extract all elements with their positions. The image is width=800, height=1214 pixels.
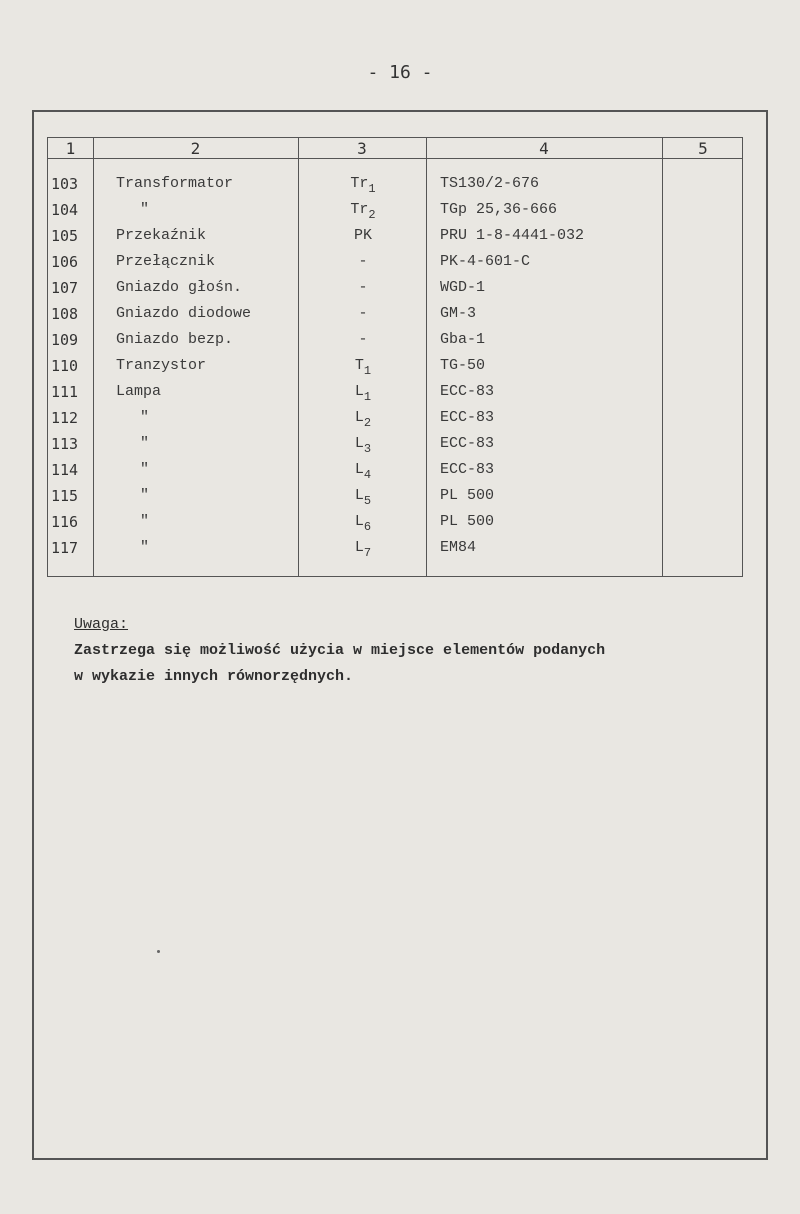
component-symbol xyxy=(300,379,426,405)
table-row xyxy=(48,431,744,457)
row-number: 115 xyxy=(51,487,79,505)
row-number: 106 xyxy=(51,253,79,271)
table-row xyxy=(48,457,744,483)
row-number: 110 xyxy=(51,357,79,375)
component-symbol xyxy=(300,249,426,275)
component-symbol xyxy=(300,431,426,457)
component-name: Tranzystor xyxy=(116,357,207,374)
component-name: Przełącznik xyxy=(116,253,216,270)
header-col-5: 5 xyxy=(698,139,708,158)
table-row xyxy=(48,483,744,509)
component-type: PRU 1-8-4441-032 xyxy=(440,227,585,244)
row-number: 103 xyxy=(51,175,79,193)
symbol-subscript: 2 xyxy=(363,416,372,430)
table-row xyxy=(48,379,744,405)
component-symbol xyxy=(300,405,426,431)
note-line-2: w wykazie innych równorzędnych. xyxy=(74,668,354,685)
row-number: 107 xyxy=(51,279,79,297)
row-number: 116 xyxy=(51,513,79,531)
component-name: Transformator xyxy=(116,175,234,192)
header-col-4: 4 xyxy=(539,139,549,158)
component-type: TS130/2-676 xyxy=(440,175,540,192)
table-row xyxy=(48,509,744,535)
component-name: " xyxy=(140,461,150,478)
symbol-letter: - xyxy=(358,331,368,348)
component-symbol xyxy=(300,275,426,301)
symbol-subscript: 6 xyxy=(363,520,372,534)
component-name: " xyxy=(140,487,150,504)
row-number: 104 xyxy=(51,201,79,219)
component-type: WGD-1 xyxy=(440,279,486,296)
symbol-subscript: 4 xyxy=(363,468,372,482)
page-number: - 16 - xyxy=(367,62,433,83)
table-row xyxy=(48,535,744,561)
component-type: ECC-83 xyxy=(440,409,495,426)
table-row xyxy=(48,405,744,431)
symbol-subscript: 5 xyxy=(363,494,372,508)
component-type: Gba-1 xyxy=(440,331,486,348)
note xyxy=(74,612,754,690)
row-number: 117 xyxy=(51,539,79,557)
row-number: 111 xyxy=(51,383,79,401)
table-row xyxy=(48,353,744,379)
component-type: GM-3 xyxy=(440,305,477,322)
component-symbol xyxy=(300,223,426,249)
component-name: Gniazdo głośn. xyxy=(116,279,243,296)
symbol-subscript: 7 xyxy=(363,546,372,560)
symbol-letter: - xyxy=(358,305,368,322)
component-name: Gniazdo diodowe xyxy=(116,305,252,322)
component-type: ECC-83 xyxy=(440,461,495,478)
component-name: Gniazdo bezp. xyxy=(116,331,234,348)
symbol-subscript: 1 xyxy=(363,364,372,378)
table-row xyxy=(48,249,744,275)
symbol-letter: L xyxy=(354,513,364,530)
component-name: " xyxy=(140,201,150,218)
component-symbol xyxy=(300,327,426,353)
header-divider xyxy=(48,158,742,159)
symbol-letter: - xyxy=(358,279,368,296)
component-name: Lampa xyxy=(116,383,162,400)
components-table xyxy=(47,137,743,577)
symbol-letter: Tr xyxy=(350,175,369,192)
symbol-subscript: 3 xyxy=(363,442,372,456)
component-symbol xyxy=(300,535,426,561)
component-symbol xyxy=(300,483,426,509)
component-type: PL 500 xyxy=(440,487,495,504)
row-number: 113 xyxy=(51,435,79,453)
symbol-subscript: 1 xyxy=(363,390,372,404)
row-number: 105 xyxy=(51,227,79,245)
component-symbol xyxy=(300,301,426,327)
table-row xyxy=(48,197,744,223)
symbol-letter: L xyxy=(354,383,364,400)
symbol-letter: L xyxy=(354,435,364,452)
paper-speck xyxy=(157,950,160,953)
row-number: 109 xyxy=(51,331,79,349)
symbol-subscript: 1 xyxy=(368,182,376,196)
header-col-3: 3 xyxy=(357,139,367,158)
header-col-1: 1 xyxy=(65,139,76,158)
symbol-letter: Tr xyxy=(350,201,369,218)
component-type: PK-4-601-C xyxy=(440,253,531,270)
component-symbol xyxy=(300,457,426,483)
table-row xyxy=(48,327,744,353)
component-type: ECC-83 xyxy=(440,383,495,400)
table-row xyxy=(48,171,744,197)
component-name: " xyxy=(140,435,150,452)
component-type: TG-50 xyxy=(440,357,486,374)
symbol-subscript: 2 xyxy=(368,208,376,222)
row-number: 108 xyxy=(51,305,79,323)
symbol-letter: L xyxy=(354,461,364,478)
component-symbol xyxy=(300,509,426,535)
component-name: " xyxy=(140,409,150,426)
component-name: " xyxy=(140,539,150,556)
symbol-letter: T xyxy=(354,357,364,374)
component-type: PL 500 xyxy=(440,513,495,530)
symbol-letter: - xyxy=(358,253,368,270)
symbol-letter: L xyxy=(354,539,364,556)
symbol-letter: L xyxy=(354,409,364,426)
component-type: TGp 25,36-666 xyxy=(440,201,558,218)
component-name: " xyxy=(140,513,150,530)
table-row xyxy=(48,301,744,327)
symbol-letter: L xyxy=(354,487,364,504)
row-number: 114 xyxy=(51,461,79,479)
symbol-letter: PK xyxy=(353,227,372,244)
table-row xyxy=(48,223,744,249)
component-symbol xyxy=(300,353,426,379)
row-number: 112 xyxy=(51,409,79,427)
table-row xyxy=(48,275,744,301)
component-name: Przekaźnik xyxy=(116,227,207,244)
note-title: Uwaga: xyxy=(74,616,129,633)
component-symbol xyxy=(300,197,426,223)
header-col-2: 2 xyxy=(190,139,201,158)
component-symbol xyxy=(300,171,426,197)
note-line-1: Zastrzega się możliwość użycia w miejsce elementów podanych xyxy=(74,642,606,659)
component-type: EM84 xyxy=(440,539,477,556)
component-type: ECC-83 xyxy=(440,435,495,452)
